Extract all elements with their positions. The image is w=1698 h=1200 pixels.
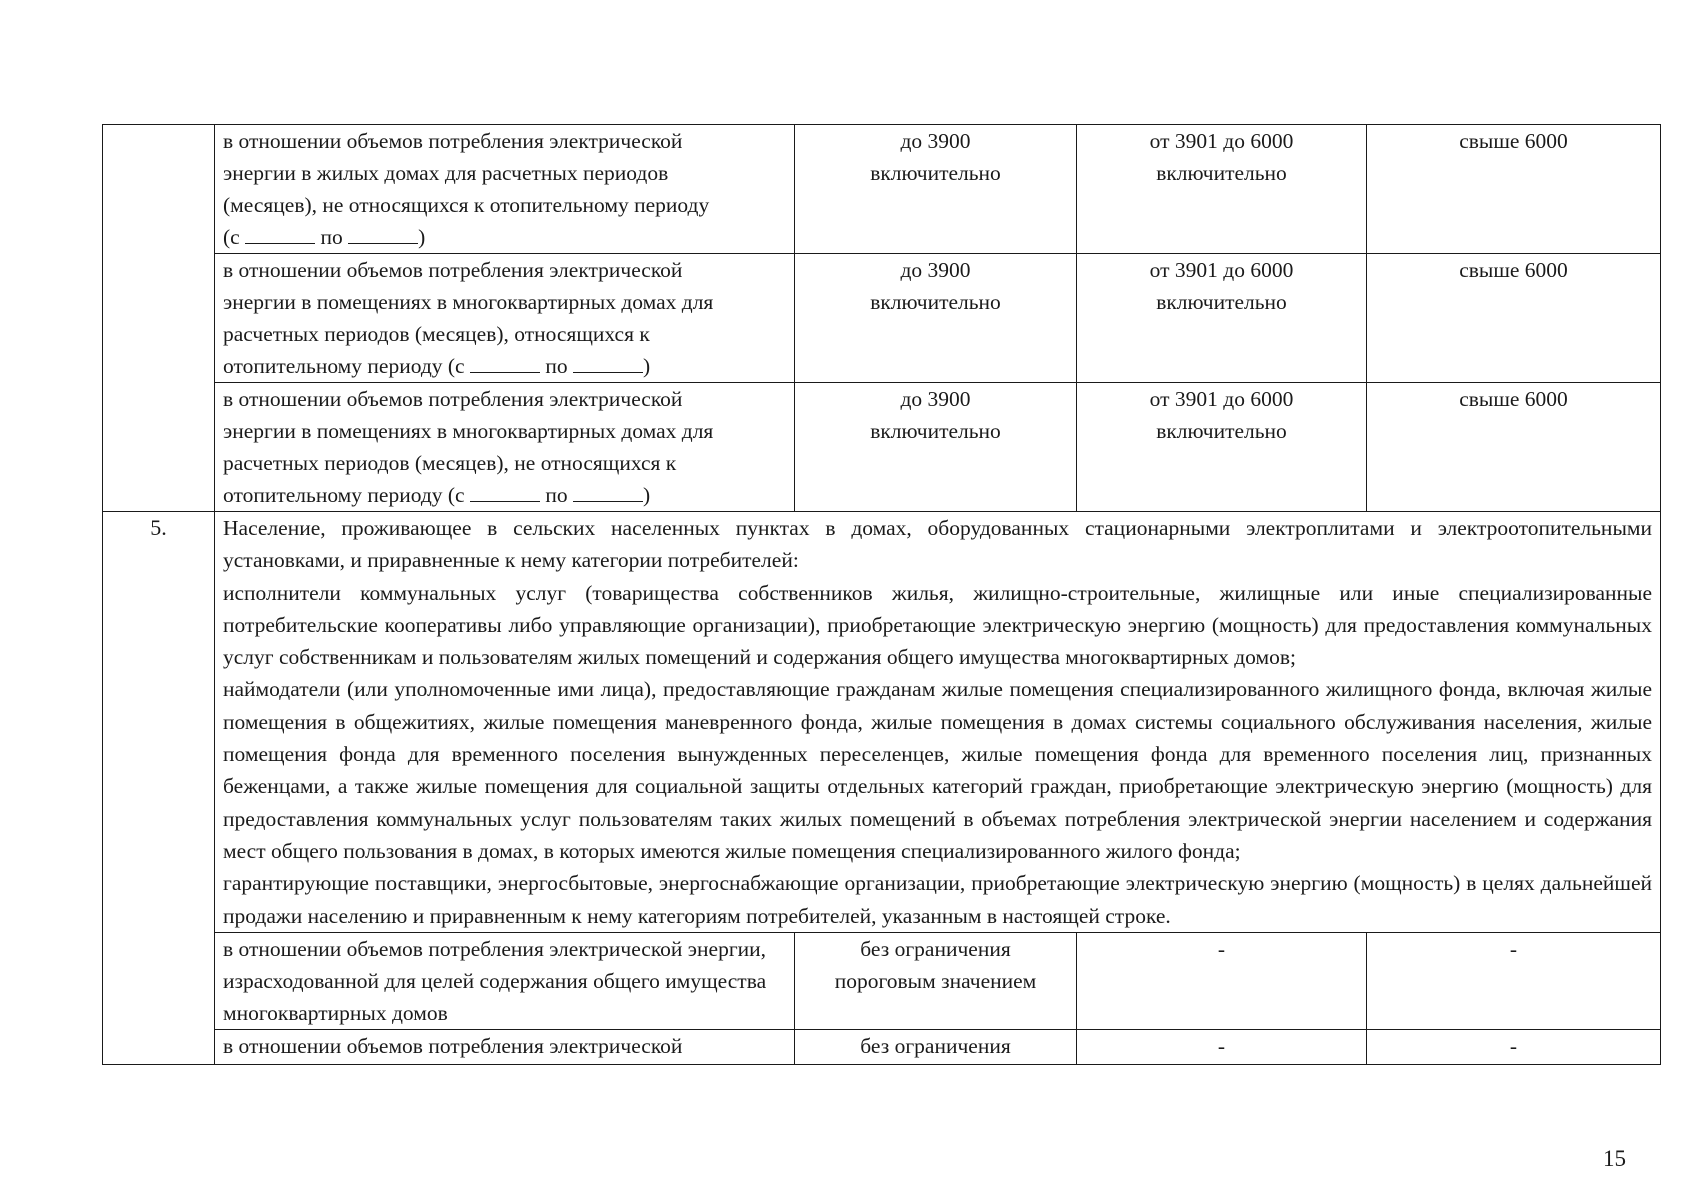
threshold-2-cell: - (1077, 932, 1367, 1029)
threshold-value: без ограничения (860, 936, 1011, 961)
section-paragraph: Население, проживающее в сельских населенных пунктах в домах, оборудованных стационарными электроплитами и электроотопительными установками, и приравненные к нему категории потребителей: (223, 516, 1652, 573)
section-row (103, 512, 1661, 933)
threshold-qualifier: включительно (870, 161, 1001, 185)
threshold-value: до 3900 (900, 129, 971, 153)
section-paragraph: наймодатели (или уполномоченные ими лица), предоставляющие гражданам жилые помещения специализированного жилищного фонда, включая жилые помещения в общежитиях, жилые помещения маневренного фонда, жилые помещения в домах системы социального обслуживания населения, жилые помещения фонда для временного поселения вынужденных переселенцев, жилые помещения фонда для временного поселения лиц, признанных беженцами, а также жилые помещения для социальной защиты отдельных категорий граждан, приобретающие электрическую энергию (мощность) для предоставления коммунальных услуг пользователям таких жилых помещений в объемах потребления электрической энергии населением и содержания мест общего пользования в домах, в которых имеются жилые помещения специализированного жилого фонда; (223, 677, 1652, 863)
period-prefix: отопительному периоду (с (223, 354, 465, 378)
threshold-qualifier: включительно (870, 419, 1001, 443)
threshold-qualifier: включительно (1156, 161, 1287, 185)
table-row (103, 1029, 1661, 1064)
period-mid: по (545, 483, 568, 507)
period-to-blank (573, 352, 643, 373)
period-from-blank (470, 352, 540, 373)
row-description (215, 254, 795, 383)
threshold-value: без ограничения (860, 1033, 1011, 1058)
period-mid: по (320, 225, 343, 249)
threshold-value: свыше 6000 (1459, 387, 1568, 411)
threshold-qualifier: пороговым значением (834, 968, 1037, 993)
threshold-value: свыше 6000 (1459, 129, 1568, 153)
section-paragraph: исполнители коммунальных услуг (товарищества собственников жилья, жилищно-строительные, жилищные или иные специализированные потребительские кооперативы либо управляющие организации), приобретающие электрическую энергию (мощность) для предоставления коммунальных услуг собственникам и пользователям жилых помещений и содержания общего имущества многоквартирных домов; (223, 580, 1652, 670)
period-line (223, 221, 786, 253)
period-prefix: отопительному периоду (с (223, 483, 465, 507)
section-paragraph: гарантирующие поставщики, энергосбытовые, энергоснабжающие организации, приобретающие электрическую энергию (мощность) в целях дальнейшей продажи населению и приравненным к нему категориям потребителей, указанным в настоящей строке. (223, 871, 1652, 928)
description-line: в отношении объемов потребления электрической (223, 258, 683, 282)
table-row (103, 383, 1661, 512)
threshold-2-cell: - (1077, 1029, 1367, 1064)
threshold-value: от 3901 до 6000 (1149, 129, 1294, 153)
threshold-1-cell (795, 932, 1077, 1029)
threshold-1-cell (795, 383, 1077, 512)
threshold-value: от 3901 до 6000 (1149, 258, 1294, 282)
threshold-2-cell (1077, 254, 1367, 383)
period-mid: по (545, 354, 568, 378)
period-suffix: ) (418, 225, 426, 249)
period-line (223, 350, 786, 382)
threshold-3-cell: - (1367, 932, 1661, 1029)
section-description (215, 512, 1661, 933)
description-line: расчетных периодов (месяцев), относящихся к (223, 322, 650, 346)
threshold-2-cell (1077, 383, 1367, 512)
threshold-value: свыше 6000 (1459, 258, 1568, 282)
threshold-qualifier: включительно (870, 290, 1001, 314)
period-from-blank (470, 481, 540, 502)
threshold-3-cell (1367, 125, 1661, 254)
period-suffix: ) (642, 354, 651, 378)
threshold-qualifier: включительно (1156, 290, 1287, 314)
row-description: в отношении объемов потребления электрической энергии, израсходованной для целей содержания общего имущества многоквартирных домов (215, 932, 795, 1029)
table-row (103, 932, 1661, 1029)
threshold-1-cell (795, 254, 1077, 383)
period-from-blank (245, 223, 315, 244)
threshold-1-cell (795, 1029, 1077, 1064)
table-row (103, 125, 1661, 254)
row-description: в отношении объемов потребления электрической (215, 1029, 795, 1064)
description-line: в отношении объемов потребления электрической (223, 387, 683, 411)
threshold-3-cell (1367, 254, 1661, 383)
threshold-value: до 3900 (900, 387, 971, 411)
threshold-1-cell (795, 125, 1077, 254)
section-number: 5. (103, 512, 215, 1065)
threshold-value: до 3900 (900, 258, 971, 282)
row-description (215, 125, 795, 254)
period-prefix: (с (223, 225, 240, 249)
description-line: энергии в помещениях в многоквартирных домах для (223, 290, 714, 314)
table-row (103, 254, 1661, 383)
period-to-blank (573, 481, 643, 502)
period-suffix: ) (642, 483, 651, 507)
description-line: энергии в помещениях в многоквартирных домах для (223, 419, 714, 443)
row-number-cell (103, 125, 215, 512)
row-description (215, 383, 795, 512)
threshold-value: от 3901 до 6000 (1149, 387, 1294, 411)
tariff-table (102, 124, 1661, 1065)
description-line: (месяцев), не относящихся к отопительному периоду (223, 193, 710, 217)
threshold-2-cell (1077, 125, 1367, 254)
threshold-3-cell (1367, 383, 1661, 512)
threshold-qualifier: включительно (1156, 419, 1287, 443)
description-line: в отношении объемов потребления электрической (223, 129, 683, 153)
period-to-blank (348, 223, 418, 244)
period-line (223, 479, 786, 511)
description-line: энергии в жилых домах для расчетных периодов (223, 161, 669, 185)
threshold-3-cell: - (1367, 1029, 1661, 1064)
description-line: расчетных периодов (месяцев), не относящихся к (223, 451, 677, 475)
page-number: 15 (1603, 1146, 1626, 1171)
